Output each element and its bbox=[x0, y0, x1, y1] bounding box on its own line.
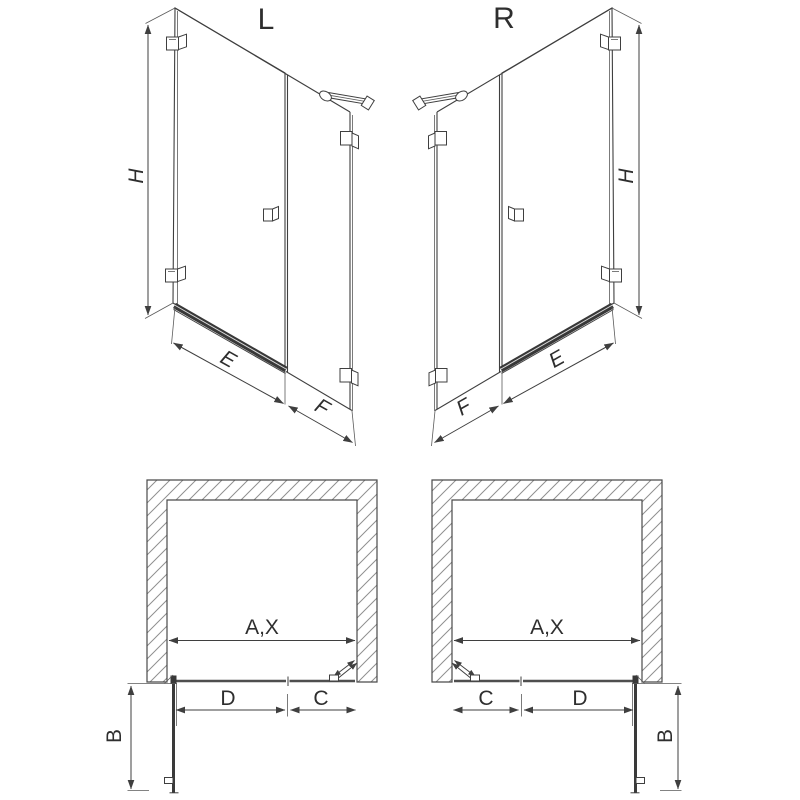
right-door-width-label: E bbox=[545, 345, 569, 373]
left-panel-width-label: F bbox=[310, 394, 334, 421]
right-variant-title: R bbox=[493, 2, 515, 35]
panel-clamp-bottom bbox=[340, 369, 358, 386]
right-panel-width-label: F bbox=[452, 394, 476, 421]
right-panel-label: C bbox=[478, 687, 494, 710]
left-height-label: H bbox=[125, 168, 148, 184]
hinge-bottom bbox=[166, 266, 186, 282]
hinge-top bbox=[167, 34, 187, 50]
right-elevation-geometry bbox=[413, 8, 642, 446]
support-bar-plan bbox=[330, 661, 358, 682]
left-door-label: D bbox=[220, 687, 236, 710]
left-panel-label: C bbox=[313, 687, 329, 710]
left-opening-label: A,X bbox=[245, 616, 279, 639]
left-door-width-label: E bbox=[216, 345, 240, 373]
door-handle bbox=[264, 207, 279, 222]
projection-dimension bbox=[128, 684, 178, 791]
right-height-label: H bbox=[615, 168, 638, 184]
left-plan-wall-hatch bbox=[147, 480, 377, 682]
right-opening-label: A,X bbox=[530, 616, 564, 639]
left-projection-label: B bbox=[103, 728, 126, 744]
right-plan-wall-hatch bbox=[432, 480, 662, 682]
support-bar bbox=[318, 89, 374, 110]
left-elevation-geometry bbox=[145, 8, 374, 446]
left-variant-title: L bbox=[257, 3, 275, 36]
right-door-label: D bbox=[572, 687, 588, 710]
wall-outline bbox=[147, 480, 377, 682]
door-handle-plan bbox=[165, 778, 174, 784]
right-projection-label: B bbox=[654, 728, 677, 744]
